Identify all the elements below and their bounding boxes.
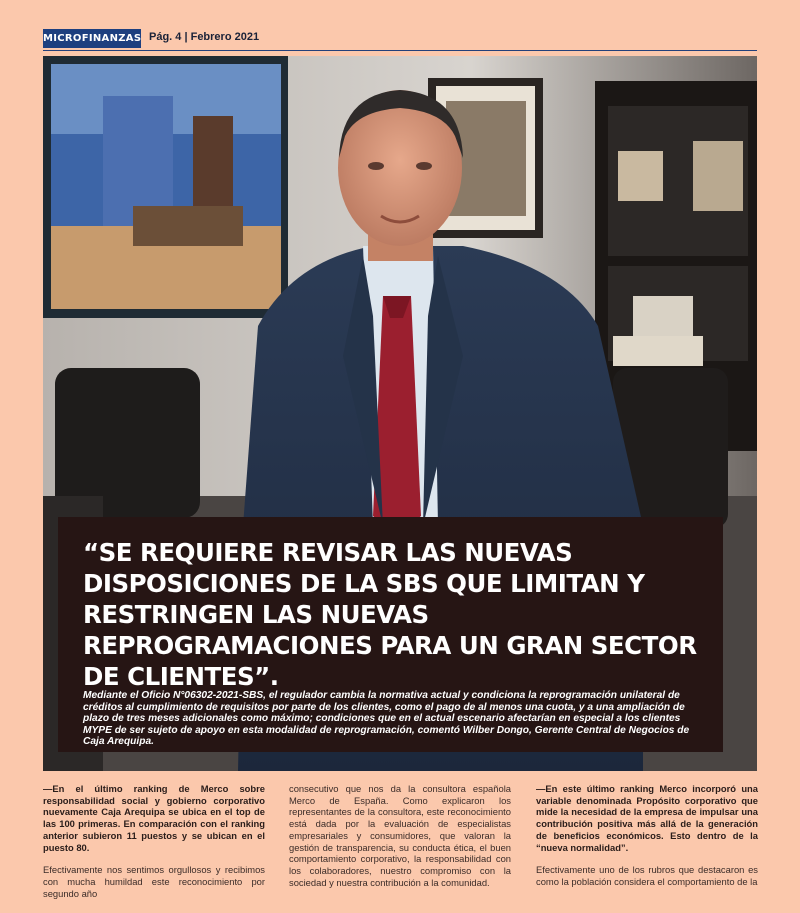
answer-paragraph: Efectivamente nos sentimos orgullosos y recibimos con mucha humildad este reconocimiento por segundo año [43, 864, 265, 899]
question-paragraph: —En el último ranking de Merco sobre responsabilidad social y gobierno corporativo nuevamente Caja Arequipa se ubica en el top de las 100 primeras. En comparación con el ranking anterior subieron 11 puestos y se ubican en el puesto 80. [43, 783, 265, 853]
answer-paragraph-continued: consecutivo que nos da la consultora española Merco de España. Como explicaron los representantes de la consultora, este reconocimiento está dada por la evaluación de especialistas empresariales y consumidores, que valoran la gestión de transparencia, su conducta ética, el buen comportamiento corporativo, la responsabilidad con los colaboradores, nuestro compromiso con la sociedad y nuestra contribución a la comunidad. [289, 783, 511, 888]
article-column-1 [43, 783, 265, 910]
article-column-3 [536, 783, 758, 899]
question-paragraph-2: —En este último ranking Merco incorporó una variable denominada Propósito corporativo que mide la necesidad de la empresa de impulsar una contribución positiva más allá de la generación de beneficios económicos. Esto dentro de la “nueva normalidad”. [536, 783, 758, 853]
answer-paragraph-2: Efectivamente uno de los rubros que destacaron es como la población considera el comportamiento de la [536, 864, 758, 887]
headline-quote: “SE REQUIERE REVISAR LAS NUEVAS DISPOSICIONES DE LA SBS QUE LIMITAN Y RESTRINGEN LAS NUEVAS REPROGRAMACIONES PARA UN GRAN SECTOR DE CLIENTES”. [83, 538, 697, 691]
article-column-2 [289, 783, 511, 899]
section-brand-label: MICROFINANZAS [43, 29, 141, 48]
pull-quote-box [58, 517, 723, 752]
page-header [43, 28, 757, 51]
page-number-date: Pág. 4 | Febrero 2021 [149, 31, 260, 43]
lead-paragraph: Mediante el Oficio N°06302-2021-SBS, el regulador cambia la normativa actual y condiciona la reprogramación unilateral de créditos al cumplimiento de requisitos por parte de los clientes, como el pago de al menos una cuota, y a una ampliación de plazo de tres meses adicionales como máximo; condiciones que en el actual escenario afectarían en especial a los clientes MYPE de ser sujeto de apoyo en esta modalidad de reprogramación, comentó Wilber Dongo, Gerente Central de Negocios de Caja Arequipa. [83, 690, 690, 748]
